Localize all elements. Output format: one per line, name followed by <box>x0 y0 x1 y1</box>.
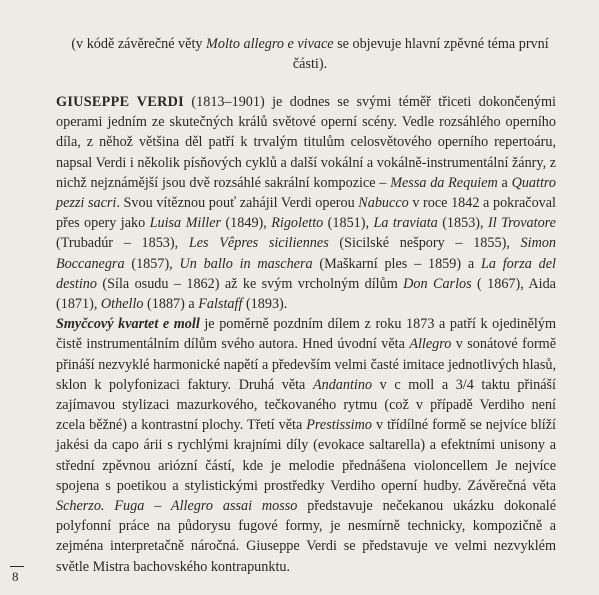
quartet-paragraph <box>56 314 556 577</box>
quartet-text-2: v sonátové formě přináší nezvyklé harmonické napětí a především velmi časté imitace jednotlivých hlasů, sklon k polyfonizaci faktury. Druhá věta <box>56 336 556 393</box>
work-title: Il Trovatore <box>487 215 556 232</box>
work-title: Messa da Requiem <box>390 174 498 191</box>
verdi-text-13: ( 1867), Aida (1871), <box>56 275 556 313</box>
quartet-text-4: v třídílné formě se nejvíce blíží jakési da capo árii s rychlými krajními díly (evokace saltarella) a efektními unisony a střední zpěvnou ariózní částí, kde je melodie přednášena violoncellem Je nejvíce spojena s poetikou a stylistickými prostředky Verdiho operní hudby. Závěrečná věta <box>56 417 556 494</box>
composer-name: GIUSEPPE VERDI <box>56 94 185 110</box>
page-number-rule <box>10 566 24 567</box>
verdi-paragraph <box>56 92 556 314</box>
intro-after: se objevuje hlavní zpěvné téma první části). <box>292 36 549 72</box>
movement-title: Prestissimo <box>306 417 372 434</box>
work-title: Luisa Miller <box>149 215 222 232</box>
work-title: Quattro pezzi sacri <box>56 174 556 212</box>
verdi-text-14: (1887) a <box>143 296 199 313</box>
quartet-heading: Smyčcový kvartet e moll <box>56 316 200 333</box>
verdi-text-3: . Svou vítěznou pouť zahájil Verdi operou <box>116 195 359 212</box>
work-title: Falstaff <box>198 296 243 313</box>
intro-text <box>60 34 560 74</box>
verdi-text-6: (1851), <box>323 215 374 232</box>
verdi-text-4: v roce 1842 a pokračoval přes opery jako <box>56 195 557 232</box>
page-number: 8 <box>12 569 19 584</box>
verdi-text-10: (1857), <box>124 255 180 272</box>
verdi-text-11: (Maškarní ples – 1859) a <box>312 255 481 272</box>
quartet-text-5: představuje nečekanou ukázku dokonalé polyfonní práce na půdorysu fugové formy, je nesmírně technicky, kompozičně a zejména interpretačně náročná. Giuseppe Verdi se představuje ve velmi nezvyklém světle Mistra bachovského kontrapunktu. <box>56 498 556 575</box>
work-title: Simon Boccanegra <box>56 235 557 272</box>
quartet-text-3: v c moll a 3/4 taktu přináší zajímavou stylizaci mazurkového, tečkovaného rytmu (což v případě Verdiho není zcela běžné) a kontrastní plochy. Třetí věta <box>56 376 556 434</box>
verdi-text-1: (1813–1901) je dodnes se svými téměř třiceti dokončenými operami jedním ze skutečných králů světové operní scény. Vedle rozsáhlého operního díla, z něhož většina děl patří k trvalým titulům celosvětového operního repertoáru, napsal Verdi i několik písňových cyklů a další vokální a vokálně-instrumentální žánry, z nichž nejznámější jsou dvě rozsáhlé sakrální kompozice – <box>56 94 556 191</box>
verdi-text-7: (1853), <box>437 215 488 232</box>
verdi-text-8: (Trubadúr – 1853), <box>56 235 189 252</box>
work-title: Un ballo in maschera <box>179 255 313 272</box>
work-title: Nabucco <box>358 195 409 212</box>
verdi-text-9: (Sicilské nešpory – 1855), <box>328 235 521 252</box>
verdi-text-5: (1849), <box>221 215 272 232</box>
quartet-text-1: je poměrně pozdním dílem z roku 1873 a patří k ojedinělým čistě instrumentálním dílům svého autora. Hned úvodní věta <box>56 316 556 353</box>
main-text <box>56 92 556 577</box>
work-title: Rigoletto <box>271 215 324 232</box>
work-title: La traviata <box>373 215 438 232</box>
movement-title: Allegro <box>409 336 452 353</box>
verdi-text-12: (Síla osudu – 1862) až ke svým vrcholným dílům <box>96 275 404 292</box>
work-title: La forza del destino <box>56 255 556 292</box>
movement-title: Scherzo. Fuga – Allegro assai mosso <box>56 498 298 515</box>
movement-title: Andantino <box>312 376 373 393</box>
work-title: Don Carlos <box>403 275 472 292</box>
work-title: Les Vêpres siciliennes <box>188 235 329 252</box>
intro-before: (v kódě závěrečné věty <box>71 36 207 52</box>
verdi-text-2: a <box>497 174 512 191</box>
intro-tempo-marking: Molto allegro e vivace <box>206 36 334 52</box>
work-title: Othello <box>100 296 144 313</box>
verdi-text-15: (1893). <box>242 296 288 313</box>
